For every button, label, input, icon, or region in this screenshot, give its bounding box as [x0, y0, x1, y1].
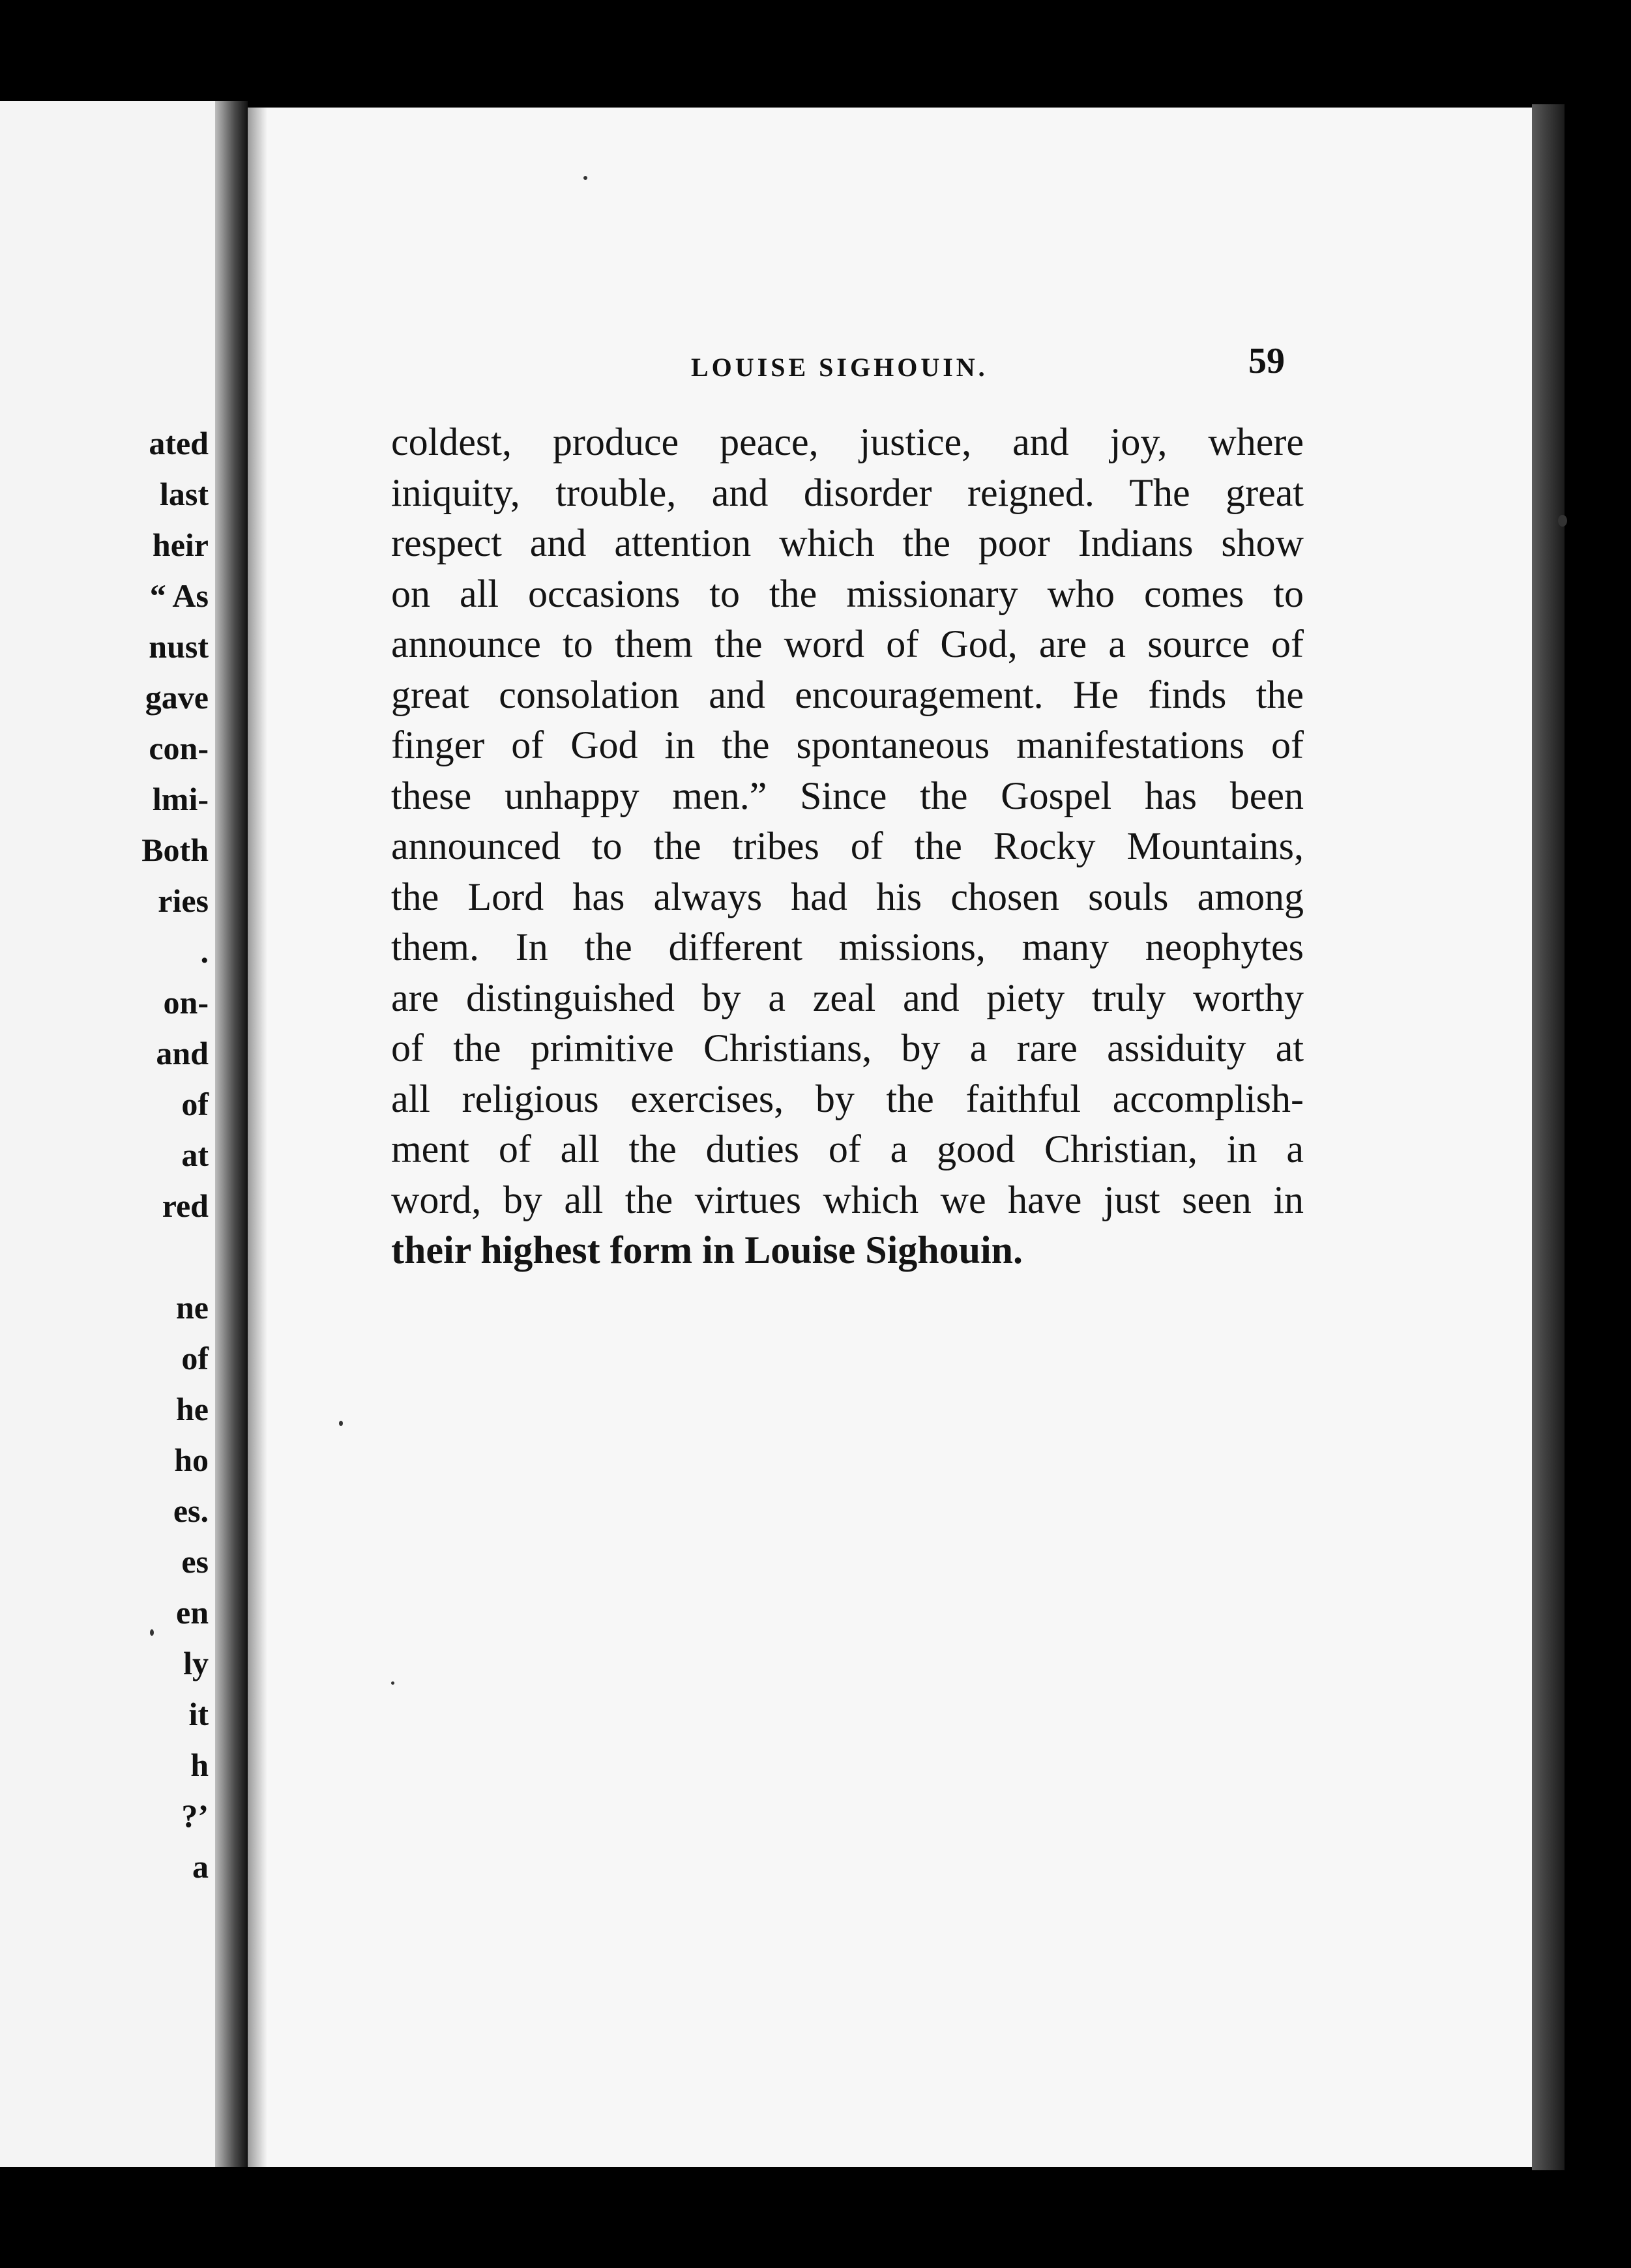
text-line: their highest form in Louise Sighouin. — [391, 1228, 1023, 1272]
scan-speck — [150, 1629, 154, 1636]
previous-page-fragment: lmi- — [152, 781, 209, 817]
page-edge-shadow — [1532, 104, 1565, 2170]
running-head: LOUISE SIGHOUIN. — [691, 353, 988, 382]
previous-page-fragment: es — [181, 1543, 209, 1580]
previous-page — [0, 101, 235, 2167]
text-line: iniquity, trouble, and disorder reigned. The great — [391, 471, 1304, 514]
previous-page-fragment: on- — [163, 984, 209, 1021]
text-line: are distinguished by a zeal and piety truly worthy — [391, 976, 1304, 1019]
previous-page-fragment: es. — [173, 1492, 209, 1529]
page-number: 59 — [1248, 341, 1285, 381]
previous-page-fragment: he — [176, 1391, 209, 1427]
previous-page-fragment: last — [160, 476, 209, 512]
text-line: these unhappy men.” Since the Gospel has been — [391, 774, 1304, 817]
text-line: announced to the tribes of the Rocky Mountains, — [391, 824, 1304, 867]
previous-page-fragment: it — [188, 1696, 209, 1732]
previous-page-fragment: . — [200, 933, 209, 970]
previous-page-fragment: heir — [152, 527, 209, 563]
text-line: announce to them the word of God, are a source of — [391, 622, 1304, 665]
scan-speck — [339, 1421, 343, 1426]
previous-page-fragment: gave — [145, 679, 209, 716]
previous-page-fragment: of — [181, 1340, 209, 1376]
previous-page-fragment: at — [181, 1137, 209, 1173]
scan-speck — [1558, 515, 1567, 527]
text-line: them. In the different missions, many neophytes — [391, 925, 1304, 968]
previous-page-fragment: red — [162, 1187, 209, 1224]
text-line: the Lord has always had his chosen souls among — [391, 875, 1304, 918]
previous-page-fragment: “ As — [149, 577, 209, 614]
book-gutter — [215, 101, 248, 2167]
text-line: great consolation and encouragement. He finds the — [391, 673, 1304, 716]
previous-page-fragment: con- — [149, 730, 209, 766]
previous-page-fragment: h — [190, 1747, 209, 1783]
body-text — [391, 417, 1304, 1276]
previous-page-fragment: nust — [149, 628, 209, 665]
text-line: on all occasions to the missionary who comes to — [391, 572, 1304, 615]
previous-page-fragment: ?’ — [181, 1797, 209, 1834]
previous-page-fragment: ated — [149, 425, 209, 461]
previous-page-fragment: of — [181, 1086, 209, 1122]
previous-page-fragment: en — [176, 1594, 209, 1631]
text-line: respect and attention which the poor Indians show — [391, 521, 1304, 564]
text-line: ment of all the duties of a good Christian, in a — [391, 1127, 1304, 1170]
previous-page-fragment: Both — [141, 832, 209, 868]
scan-speck — [391, 1681, 394, 1685]
previous-page-fragment: and — [156, 1035, 209, 1071]
text-line: of the primitive Christians, by a rare assiduity at — [391, 1026, 1304, 1069]
previous-page-fragment: ne — [176, 1289, 209, 1326]
scan-speck — [583, 176, 587, 180]
previous-page-fragment: a — [192, 1848, 209, 1885]
previous-page-fragment: ly — [183, 1645, 209, 1681]
text-line: word, by all the virtues which we have just seen in — [391, 1178, 1304, 1221]
text-line: all religious exercises, by the faithful accomplish- — [391, 1077, 1304, 1120]
text-line: coldest, produce peace, justice, and joy, where — [391, 420, 1304, 463]
previous-page-fragment: ries — [158, 882, 209, 919]
previous-page-fragment: ho — [174, 1442, 209, 1478]
text-line: finger of God in the spontaneous manifestations of — [391, 723, 1304, 766]
